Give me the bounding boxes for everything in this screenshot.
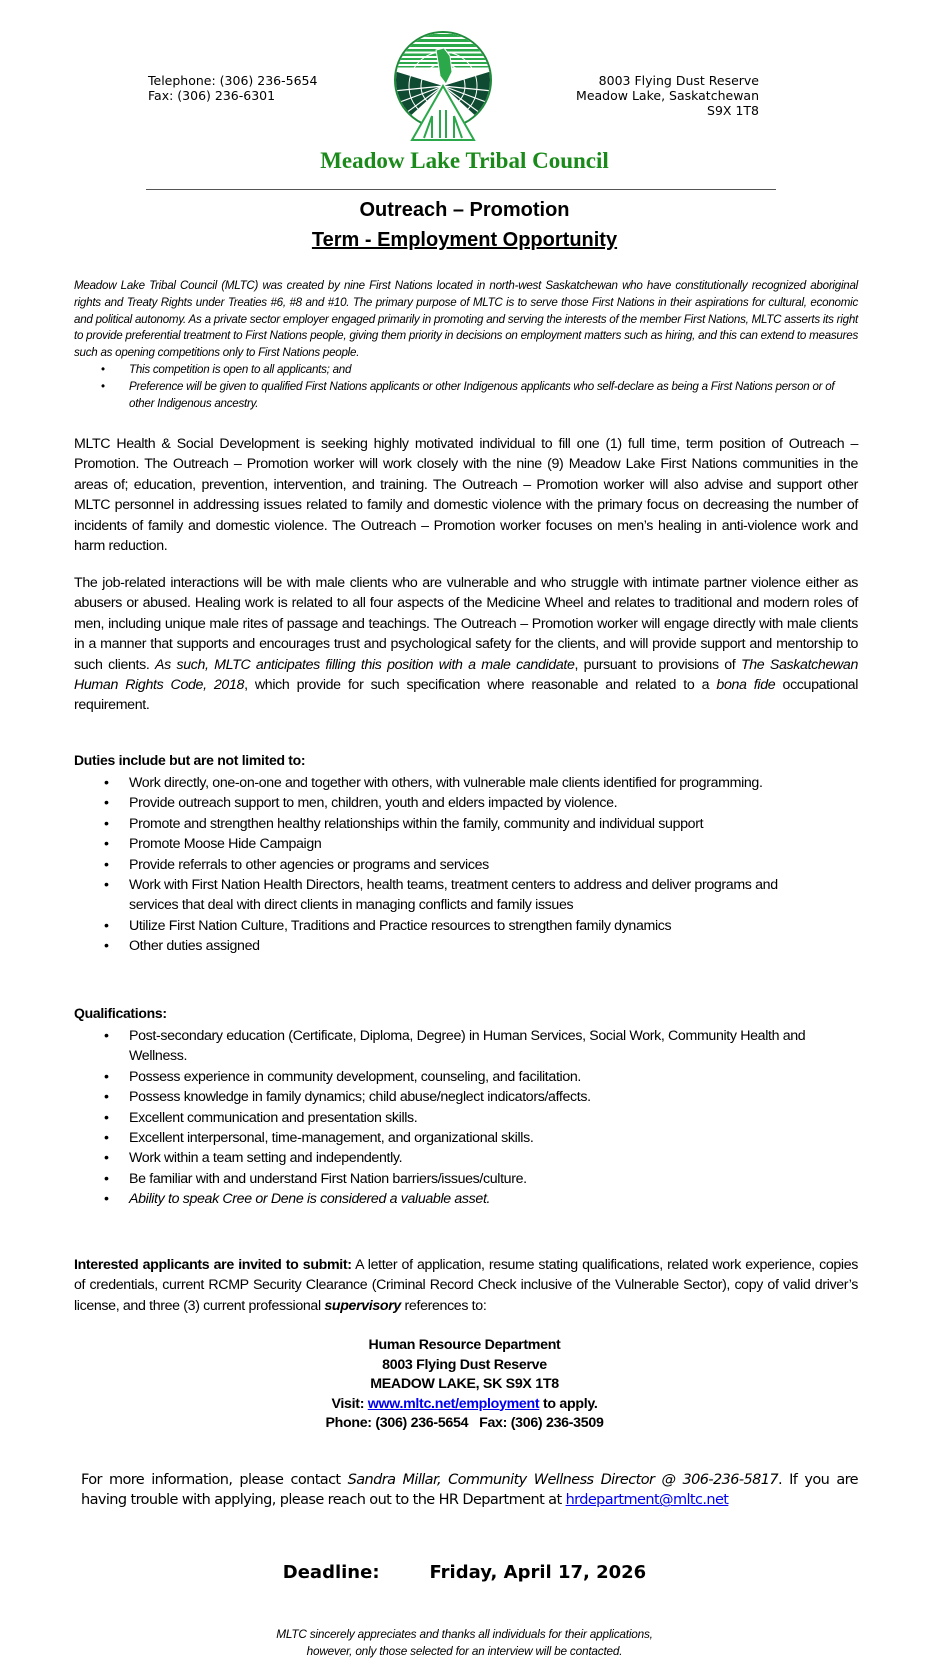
header-contact — [148, 73, 317, 103]
duties-heading: Duties include but are not limited to: — [74, 752, 306, 768]
submit-text: references to: — [400, 1297, 487, 1314]
submit-emphasis: supervisory — [324, 1297, 401, 1314]
header-address-line2: Meadow Lake, Saskatchewan — [576, 88, 759, 103]
qualifications-list — [74, 1026, 858, 1210]
job-title: Outreach – Promotion — [359, 199, 570, 221]
mltc-logo-icon — [384, 30, 502, 142]
info-text: . If you are having trouble with applying, please reach out to the HR Department at — [81, 1472, 858, 1509]
p2-text: , which provide for such specification where reasonable and related to a — [244, 677, 717, 694]
duties-list — [74, 773, 858, 957]
hr-address-block — [0, 1336, 929, 1434]
qualification-item: • Possess knowledge in family dynamics; child abuse/neglect indicators/affects. — [74, 1087, 858, 1107]
position-description: MLTC Health & Social Development is seeking highly motivated individual to fill one (1) full time, term position of Outreach – Promotion. The Outreach – Promotion worker will work closely with the nine (9) Meadow Lake First Nations communities in the areas of; education, prevention, intervention, and training. The Outreach – Promotion worker will also advise and support other MLTC personnel in addressing issues related to family and domestic violence with the primary focus on decreasing the number of incidents of family and domestic violence. The Outreach – Promotion worker focuses on men’s healing in anti-violence work and harm reduction. — [74, 436, 858, 555]
qualification-item: • Work within a team setting and independently. — [74, 1148, 858, 1168]
hr-street: 8003 Flying Dust Reserve — [382, 1356, 547, 1373]
job-interactions-paragraph — [74, 573, 858, 716]
duty-item: • Work directly, one-on-one and together with others, with vulnerable male clients identified for programming. — [74, 773, 858, 793]
org-name: Meadow Lake Tribal Council — [320, 148, 609, 173]
duty-item: • Promote and strengthen healthy relationships within the family, community and individual support — [74, 814, 858, 834]
header-divider — [146, 189, 776, 190]
p2-text: occupational requirement. — [74, 677, 858, 714]
duty-item: • Provide outreach support to men, children, youth and elders impacted by violence. — [74, 793, 858, 813]
footer-note — [0, 1626, 929, 1659]
duty-item: • Work with First Nation Health Directors, health teams, treatment centers to address and deliver programs and services that deal with direct clients in managing conflicts and family issues — [74, 875, 858, 916]
submit-text: A letter of application, resume stating qualifications, related work experience, copies of credentials, current RCMP Security Clearance (Criminal Record Check inclusive of the Vulnerable Sector), copy of valid driver’s license, and three (3) current professional — [74, 1257, 858, 1314]
more-info-paragraph — [81, 1470, 858, 1511]
hr-phone-fax: Phone: (306) 236-5654 Fax: (306) 236-3509 — [325, 1415, 604, 1431]
submit-lead: Interested applicants are invited to submit: — [74, 1257, 352, 1273]
info-contact: Sandra Millar, Community Wellness Director @ 306-236-5817 — [347, 1472, 778, 1488]
job-subtitle-text: Term - Employment Opportunity — [311, 229, 618, 251]
intro-bullet: • This competition is open to all applicants; and — [74, 362, 858, 379]
deadline-date: Friday, April 17, 2026 — [429, 1562, 647, 1583]
deadline — [0, 1562, 929, 1583]
duty-item: • Promote Moose Hide Campaign — [74, 834, 858, 854]
intro-paragraph: Meadow Lake Tribal Council (MLTC) was created by nine First Nations located in north-west Saskatchewan who have constitutionally recognized aboriginal rights and Treaty Rights under Treaties #6, #8 and #10. The primary purpose of MLTC is to serve those First Nations in their aspirations for cultural, economic and political autonomy. As a private sector employer engaged primarily in promoting and serving the interests of the member First Nations, MLTC asserts its right to provide preferential treatment to First Nations people, giving them priority in decisions on employment matters such as hiring, and this can extend to measures such as opening competitions only to First Nations people. — [74, 279, 858, 360]
hr-city: MEADOW LAKE, SK S9X 1T8 — [370, 1376, 559, 1392]
info-text: For more information, please contact — [81, 1472, 348, 1488]
header-address-line1: 8003 Flying Dust Reserve — [598, 73, 759, 88]
qualifications-heading: Qualifications: — [74, 1005, 167, 1021]
hr-email-link[interactable]: hrdepartment@mltc.net — [565, 1492, 729, 1509]
visit-prefix: Visit: — [331, 1395, 368, 1412]
p2-italic-bona-fide: bona fide — [716, 677, 776, 694]
footer-line2: however, only those selected for an interview will be contacted. — [306, 1643, 623, 1658]
header-address-line3: S9X 1T8 — [707, 103, 759, 118]
intro-bullet: • Preference will be given to qualified First Nations applicants or other Indigenous applicants who self-declare as being a First Nations person or of other Indigenous ancestry. — [74, 379, 858, 413]
duty-item: • Provide referrals to other agencies or programs and services — [74, 855, 858, 875]
intro-bullet-list — [74, 362, 858, 412]
duty-item: • Utilize First Nation Culture, Traditions and Practice resources to strengthen family dynamics — [74, 916, 858, 936]
job-subtitle — [0, 229, 929, 252]
hr-department: Human Resource Department — [368, 1337, 561, 1353]
qualification-item: • Excellent communication and presentation skills. — [74, 1108, 858, 1128]
qualification-item: • Possess experience in community development, counseling, and facilitation. — [74, 1067, 858, 1087]
footer-line1: MLTC sincerely appreciates and thanks all individuals for their applications, — [276, 1627, 653, 1641]
header-telephone: Telephone: (306) 236-5654 — [148, 73, 318, 88]
qualification-item-italic: Ability to speak Cree or Dene is considered a valuable asset. — [129, 1191, 491, 1208]
application-instructions — [74, 1255, 858, 1316]
p2-text: The job-related interactions will be with male clients who are vulnerable and who struggle with intimate partner violence either as abusers or abused. Healing work is related to all four aspects of the Medicine Wheel and relates to traditional and modern roles of men, including unique male rites of passage and teachings. The Outreach – Promotion worker will engage directly with male clients in a manner that supports and encourages trust and psychological safety for the clients, and will provide support and mentorship to such clients. — [74, 575, 858, 673]
qualification-item: • Be familiar with and understand First Nation barriers/issues/culture. — [74, 1169, 858, 1189]
deadline-label: Deadline: — [282, 1562, 380, 1583]
duty-item: • Other duties assigned — [74, 936, 858, 956]
p2-italic-human-rights-code: The Saskatchewan Human Rights Code, 2018 — [74, 656, 858, 694]
hr-visit-line — [0, 1395, 929, 1415]
p2-italic-male-candidate: As such, MLTC anticipates filling this position with a male candidate — [155, 656, 575, 673]
qualification-item: • Excellent interpersonal, time-management, and organizational skills. — [74, 1128, 858, 1148]
header-fax: Fax: (306) 236-6301 — [148, 88, 276, 103]
p2-text: , pursuant to provisions of — [574, 656, 741, 673]
qualification-item: • Post-secondary education (Certificate, Diploma, Degree) in Human Services, Social Work, Community Health and Wellness. — [74, 1026, 858, 1067]
header-address — [576, 73, 759, 118]
qualification-item-language — [74, 1189, 858, 1209]
visit-suffix: to apply. — [539, 1395, 598, 1412]
employment-link[interactable]: www.mltc.net/employment — [367, 1395, 540, 1412]
